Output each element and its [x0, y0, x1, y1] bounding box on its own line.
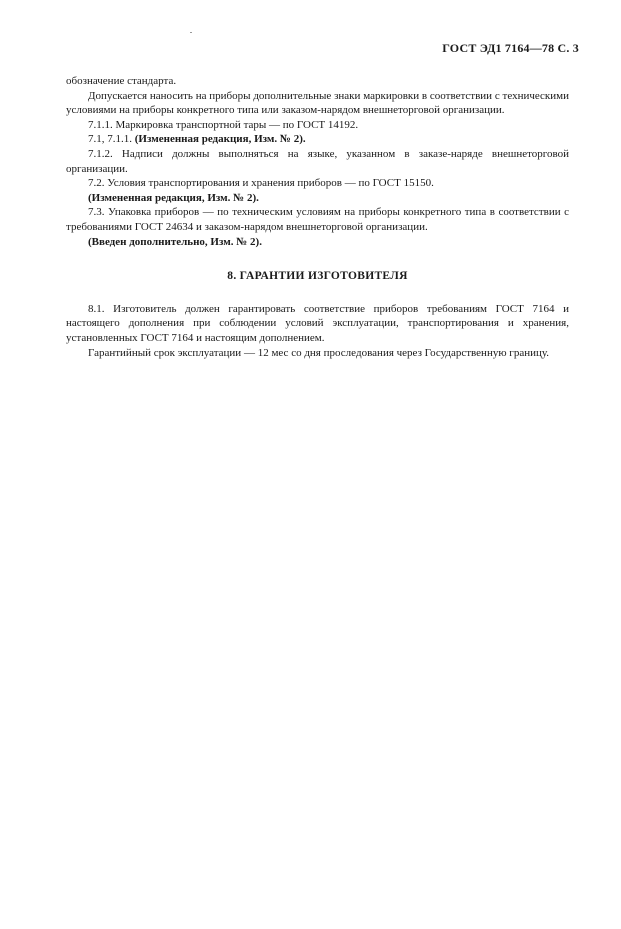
paragraph-7-1-2: 7.1.2. Надписи должны выполняться на языке, указанном в заказе-наряде внешнеторговой организации. [66, 147, 569, 175]
paragraph-amendment-7-1 [66, 132, 569, 147]
paragraph-8-1: 8.1. Изготовитель должен гарантировать соответствие приборов требованиям ГОСТ 7164 и настоящего дополнения при соблюдении условий эксплуатации, транспортирования и хранения, установленных ГОСТ 7164 и настоящим дополнением. [66, 302, 569, 344]
amendment-note-7-3: (Введен дополнительно, Изм. № 2). [88, 235, 262, 248]
paragraph-standard-designation: обозначение стандарта. [66, 75, 177, 87]
amendment-prefix: 7.1, 7.1.1. [88, 133, 135, 146]
amendment-note: (Измененная редакция, Изм. № 2). [134, 133, 306, 146]
paragraph-warranty-period: Гарантийный срок эксплуатации — 12 мес со дня прослeдования через Государственную границу. [88, 346, 550, 359]
paragraph-7-2: 7.2. Условия транспортирования и хранения приборов — по ГОСТ 15150. [88, 177, 434, 190]
paragraph-additional-marking: Допускается наносить на приборы дополнительные знаки маркировки в соответствии с техническими условиями на приборы конкретного типа или заказом-нарядом внешнеторговой организации. [66, 89, 569, 117]
page-header: ГОСТ ЭД1 7164—78 С. 3 [442, 41, 579, 55]
amendment-note-7-2: (Измененная редакция, Изм. № 2). [88, 191, 259, 204]
paragraph-7-3: 7.3. Упаковка приборов — по техническим условиям на приборы конкретного типа в соответствии с требованиями ГОСТ 24634 и заказом-нарядом внешнеторговой организации. [66, 206, 569, 233]
section-title-warranty: 8. ГАРАНТИИ ИЗГОТОВИТЕЛЯ [227, 270, 408, 283]
document-body [66, 74, 569, 360]
scan-speck [190, 32, 192, 33]
paragraph-7-1-1: 7.1.1. Маркировка транспортной тары — по ГОСТ 14192. [88, 118, 359, 131]
